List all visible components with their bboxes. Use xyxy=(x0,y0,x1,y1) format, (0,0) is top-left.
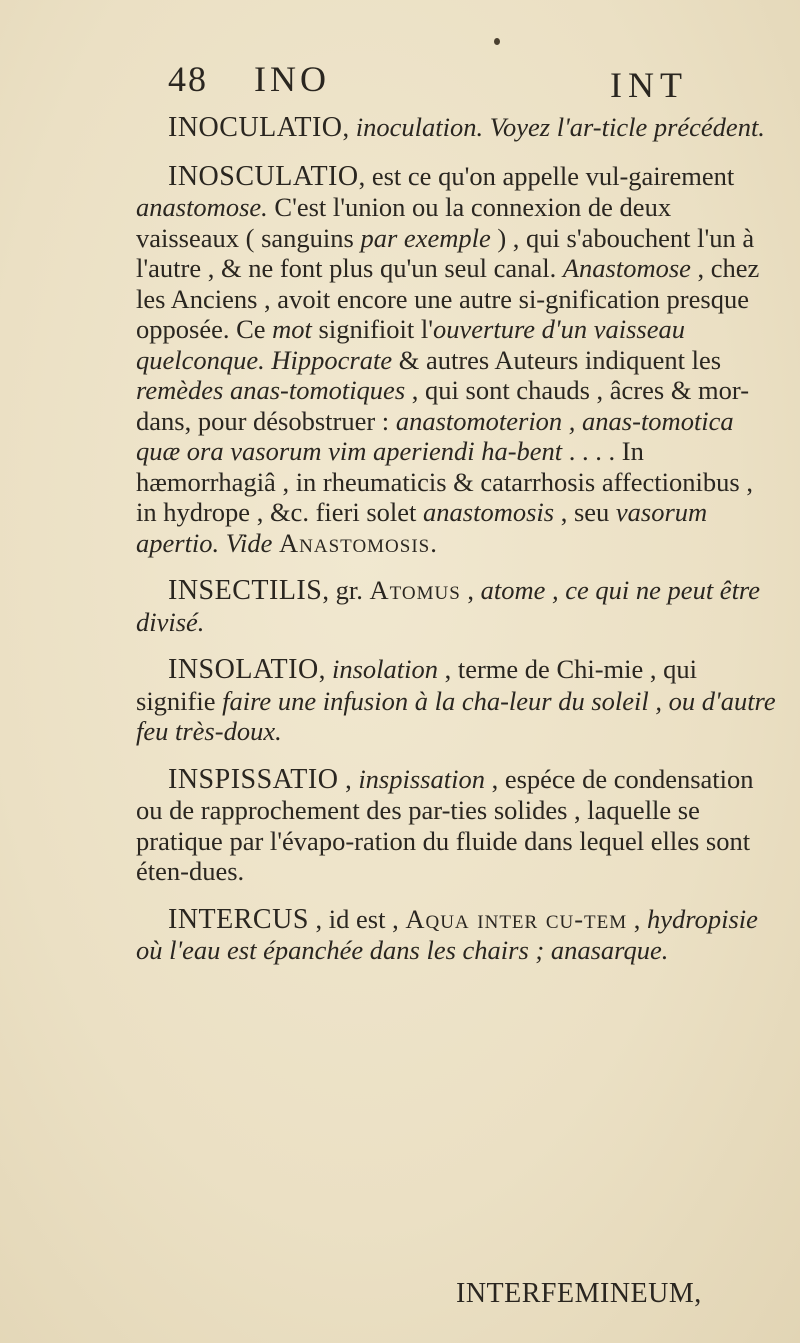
entry-text: C'est l'union ou la connexion de deux vaisseaux ( sanguins xyxy=(136,192,672,253)
entry-italic: inspissation xyxy=(358,763,485,794)
dictionary-text xyxy=(136,112,776,983)
entry-italic: remèdes anas-tomotiques xyxy=(136,375,406,405)
entry-text: , xyxy=(318,654,332,684)
headword: INSOLATIO xyxy=(168,654,319,685)
entry-text: , gr. xyxy=(322,575,370,605)
entry-inoculatio xyxy=(136,112,776,144)
entry-italic: ouverture d'un vaisseau quelconque. Hippocrate xyxy=(136,314,685,375)
entry-italic: par exemple xyxy=(360,222,491,253)
small-caps-term: Atomus xyxy=(369,575,461,605)
entry-text: , xyxy=(460,575,481,605)
entry-inosculatio xyxy=(136,161,776,559)
page-number: 48 xyxy=(168,59,208,99)
cross-reference: Anastomosis. xyxy=(279,527,438,558)
left-running-head: INO xyxy=(254,59,330,99)
entry-italic: atome , ce qui ne peut être divisé. xyxy=(136,575,761,637)
entry-text: , id est , xyxy=(308,903,406,934)
entry-insolatio xyxy=(136,654,776,747)
entry-italic: anastomose. xyxy=(136,192,268,222)
catchword: INTERFEMINEUM, xyxy=(456,1278,702,1309)
entry-italic: faire une infusion à la cha-leur du soleil , ou d'autre feu très-doux. xyxy=(136,685,776,746)
entry-text: , xyxy=(338,763,359,794)
entry-italic: mot xyxy=(272,314,312,344)
entry-text: signifioit l' xyxy=(311,314,433,344)
entry-italic: hydropisie où l'eau est épanchée dans les chairs ; anasarque. xyxy=(136,903,758,965)
entry-italic: inoculation. Voyez l'ar-ticle précédent. xyxy=(355,112,765,142)
small-caps-term: Aqua inter cu-tem xyxy=(405,903,628,934)
entry-inspissatio xyxy=(136,764,776,887)
entry-italic: insolation xyxy=(331,654,438,684)
entry-text: , qui sont chauds , âcres & mor-dans, pour désobstruer : xyxy=(136,375,750,436)
running-header xyxy=(168,58,688,105)
ink-speck xyxy=(494,38,500,45)
entry-text: , espéce de condensation ou de rapprochement des par-ties solides , laquelle se pratique par l'évapo-ration du fluide dans lequel elles sont éten-dues. xyxy=(136,763,754,886)
headword: INTERCUS xyxy=(168,903,309,935)
headword: INOSCULATIO xyxy=(168,160,359,192)
right-running-head: INT xyxy=(610,65,688,105)
entry-text: , seu xyxy=(554,497,616,527)
entry-italic: anastomosis xyxy=(423,497,555,527)
headword: INSECTILIS xyxy=(168,575,323,606)
entry-text: , xyxy=(342,112,356,142)
headword: INOCULATIO xyxy=(168,112,343,143)
entry-text: , xyxy=(627,903,648,934)
entry-text: , terme de Chi-mie , qui signifie xyxy=(136,654,698,716)
entry-text: , chez les Anciens , avoit encore une autre si-gnification presque opposée. Ce xyxy=(136,253,760,344)
entry-insectilis xyxy=(136,575,776,637)
entry-text: ) , qui s'abouchent l'un à l'autre , & ne font plus qu'un seul canal. xyxy=(136,222,755,283)
entry-text: . . . . In hæmorrhagiâ , in rheumaticis & catarrhosis affectionibus , in hydrope , &c. fieri solet xyxy=(136,436,753,527)
entry-text: & autres Auteurs indiquent les xyxy=(392,344,722,375)
headword: INSPISSATIO xyxy=(168,763,339,795)
entry-text: , est ce qu'on appelle vul-gairement xyxy=(358,160,735,191)
entry-intercus xyxy=(136,904,776,966)
entry-italic: vasorum apertio. Vide xyxy=(136,497,708,558)
entry-italic: anastomoterion , anas-tomotica quæ ora vasorum vim aperiendi ha-bent xyxy=(136,405,734,466)
entry-italic: Anastomose xyxy=(562,253,691,283)
